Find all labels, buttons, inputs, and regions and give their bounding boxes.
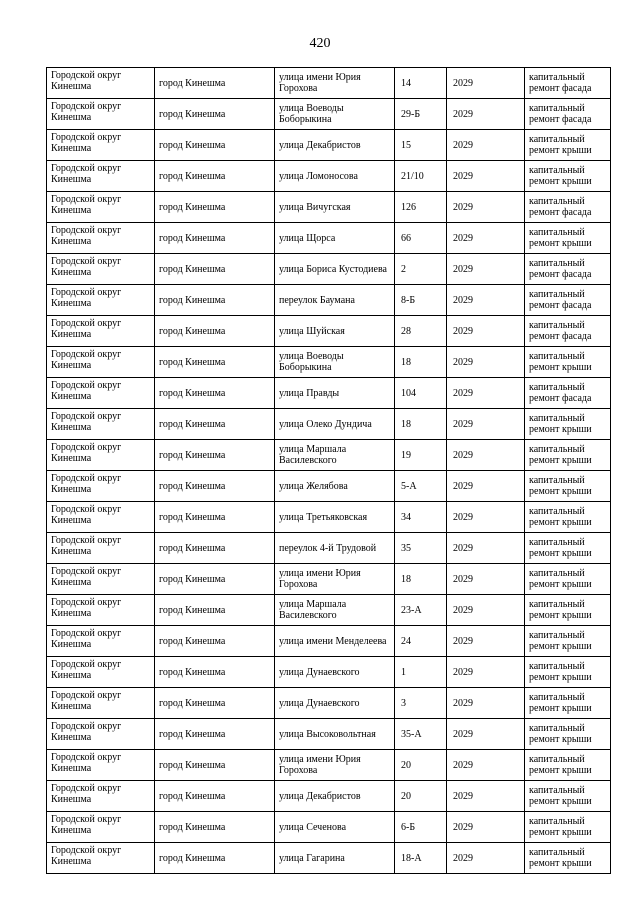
year-cell: 2029 [447, 378, 525, 409]
district-cell: Городской округ Кинешма [47, 657, 155, 688]
table-row [47, 347, 611, 378]
house-number-cell: 19 [395, 440, 447, 471]
house-number-cell: 20 [395, 750, 447, 781]
street-cell: улица Маршала Василевского [275, 440, 395, 471]
locality-cell: город Кинешма [155, 99, 275, 130]
work-type-cell: капитальный ремонт крыши [525, 223, 611, 254]
house-number-cell: 15 [395, 130, 447, 161]
table-row [47, 316, 611, 347]
street-cell: улица Декабристов [275, 130, 395, 161]
street-cell: улица Бориса Кустодиева [275, 254, 395, 285]
district-cell: Городской округ Кинешма [47, 316, 155, 347]
street-cell: улица имени Юрия Горохова [275, 564, 395, 595]
year-cell: 2029 [447, 285, 525, 316]
work-type-cell: капитальный ремонт фасада [525, 316, 611, 347]
year-cell: 2029 [447, 719, 525, 750]
house-number-cell: 29-Б [395, 99, 447, 130]
table-row [47, 564, 611, 595]
table-body [47, 68, 611, 874]
district-cell: Городской округ Кинешма [47, 471, 155, 502]
district-cell: Городской округ Кинешма [47, 750, 155, 781]
house-number-cell: 24 [395, 626, 447, 657]
year-cell: 2029 [447, 130, 525, 161]
street-cell: улица Воеводы Боборыкина [275, 99, 395, 130]
year-cell: 2029 [447, 471, 525, 502]
district-cell: Городской округ Кинешма [47, 409, 155, 440]
house-number-cell: 18-А [395, 843, 447, 874]
year-cell: 2029 [447, 192, 525, 223]
district-cell: Городской округ Кинешма [47, 843, 155, 874]
locality-cell: город Кинешма [155, 223, 275, 254]
year-cell: 2029 [447, 161, 525, 192]
locality-cell: город Кинешма [155, 626, 275, 657]
locality-cell: город Кинешма [155, 285, 275, 316]
street-cell: улица Декабристов [275, 781, 395, 812]
house-number-cell: 34 [395, 502, 447, 533]
work-type-cell: капитальный ремонт крыши [525, 440, 611, 471]
district-cell: Городской округ Кинешма [47, 533, 155, 564]
table-row [47, 781, 611, 812]
house-number-cell: 6-Б [395, 812, 447, 843]
year-cell: 2029 [447, 316, 525, 347]
street-cell: улица Ломоносова [275, 161, 395, 192]
house-number-cell: 2 [395, 254, 447, 285]
house-number-cell: 20 [395, 781, 447, 812]
district-cell: Городской округ Кинешма [47, 223, 155, 254]
year-cell: 2029 [447, 533, 525, 564]
table-row [47, 750, 611, 781]
year-cell: 2029 [447, 781, 525, 812]
work-type-cell: капитальный ремонт крыши [525, 161, 611, 192]
work-type-cell: капитальный ремонт крыши [525, 843, 611, 874]
district-cell: Городской округ Кинешма [47, 440, 155, 471]
locality-cell: город Кинешма [155, 130, 275, 161]
district-cell: Городской округ Кинешма [47, 99, 155, 130]
work-type-cell: капитальный ремонт крыши [525, 719, 611, 750]
table-row [47, 719, 611, 750]
work-type-cell: капитальный ремонт фасада [525, 99, 611, 130]
work-type-cell: капитальный ремонт крыши [525, 812, 611, 843]
table-row [47, 285, 611, 316]
locality-cell: город Кинешма [155, 657, 275, 688]
year-cell: 2029 [447, 99, 525, 130]
house-number-cell: 8-Б [395, 285, 447, 316]
work-type-cell: капитальный ремонт крыши [525, 595, 611, 626]
locality-cell: город Кинешма [155, 564, 275, 595]
table-row [47, 130, 611, 161]
locality-cell: город Кинешма [155, 843, 275, 874]
table-row [47, 533, 611, 564]
table-row [47, 99, 611, 130]
year-cell: 2029 [447, 843, 525, 874]
year-cell: 2029 [447, 626, 525, 657]
work-type-cell: капитальный ремонт крыши [525, 564, 611, 595]
year-cell: 2029 [447, 347, 525, 378]
locality-cell: город Кинешма [155, 533, 275, 564]
street-cell: улица Желябова [275, 471, 395, 502]
work-type-cell: капитальный ремонт крыши [525, 502, 611, 533]
year-cell: 2029 [447, 564, 525, 595]
house-number-cell: 35-А [395, 719, 447, 750]
house-number-cell: 18 [395, 347, 447, 378]
table-row [47, 68, 611, 99]
table-row [47, 626, 611, 657]
district-cell: Городской округ Кинешма [47, 192, 155, 223]
registry-table [46, 67, 611, 874]
table-row [47, 223, 611, 254]
work-type-cell: капитальный ремонт крыши [525, 471, 611, 502]
street-cell: улица Высоковольтная [275, 719, 395, 750]
work-type-cell: капитальный ремонт фасада [525, 192, 611, 223]
locality-cell: город Кинешма [155, 161, 275, 192]
year-cell: 2029 [447, 502, 525, 533]
district-cell: Городской округ Кинешма [47, 719, 155, 750]
table-row [47, 843, 611, 874]
table-row [47, 502, 611, 533]
district-cell: Городской округ Кинешма [47, 812, 155, 843]
work-type-cell: капитальный ремонт крыши [525, 409, 611, 440]
house-number-cell: 14 [395, 68, 447, 99]
page-number: 420 [309, 36, 331, 51]
street-cell: переулок Баумана [275, 285, 395, 316]
locality-cell: город Кинешма [155, 440, 275, 471]
work-type-cell: капитальный ремонт крыши [525, 130, 611, 161]
year-cell: 2029 [447, 440, 525, 471]
house-number-cell: 21/10 [395, 161, 447, 192]
district-cell: Городской округ Кинешма [47, 626, 155, 657]
house-number-cell: 5-А [395, 471, 447, 502]
table-row [47, 409, 611, 440]
work-type-cell: капитальный ремонт крыши [525, 533, 611, 564]
street-cell: улица Третьяковская [275, 502, 395, 533]
year-cell: 2029 [447, 68, 525, 99]
locality-cell: город Кинешма [155, 688, 275, 719]
work-type-cell: капитальный ремонт крыши [525, 688, 611, 719]
house-number-cell: 66 [395, 223, 447, 254]
work-type-cell: капитальный ремонт крыши [525, 750, 611, 781]
house-number-cell: 3 [395, 688, 447, 719]
year-cell: 2029 [447, 688, 525, 719]
district-cell: Городской округ Кинешма [47, 688, 155, 719]
work-type-cell: капитальный ремонт фасада [525, 285, 611, 316]
house-number-cell: 28 [395, 316, 447, 347]
locality-cell: город Кинешма [155, 68, 275, 99]
locality-cell: город Кинешма [155, 750, 275, 781]
locality-cell: город Кинешма [155, 254, 275, 285]
table-row [47, 440, 611, 471]
locality-cell: город Кинешма [155, 347, 275, 378]
street-cell: улица Щорса [275, 223, 395, 254]
table-row [47, 688, 611, 719]
locality-cell: город Кинешма [155, 316, 275, 347]
year-cell: 2029 [447, 595, 525, 626]
street-cell: улица Маршала Василевского [275, 595, 395, 626]
street-cell: улица Дунаевского [275, 657, 395, 688]
table-row [47, 161, 611, 192]
district-cell: Городской округ Кинешма [47, 285, 155, 316]
district-cell: Городской округ Кинешма [47, 502, 155, 533]
year-cell: 2029 [447, 657, 525, 688]
year-cell: 2029 [447, 223, 525, 254]
year-cell: 2029 [447, 254, 525, 285]
year-cell: 2029 [447, 812, 525, 843]
street-cell: улица Правды [275, 378, 395, 409]
work-type-cell: капитальный ремонт крыши [525, 657, 611, 688]
district-cell: Городской округ Кинешма [47, 254, 155, 285]
district-cell: Городской округ Кинешма [47, 68, 155, 99]
street-cell: улица Воеводы Боборыкина [275, 347, 395, 378]
table-row [47, 378, 611, 409]
district-cell: Городской округ Кинешма [47, 378, 155, 409]
street-cell: улица Сеченова [275, 812, 395, 843]
street-cell: улица имени Юрия Горохова [275, 68, 395, 99]
work-type-cell: капитальный ремонт фасада [525, 254, 611, 285]
house-number-cell: 23-А [395, 595, 447, 626]
house-number-cell: 18 [395, 409, 447, 440]
work-type-cell: капитальный ремонт крыши [525, 781, 611, 812]
locality-cell: город Кинешма [155, 471, 275, 502]
work-type-cell: капитальный ремонт фасада [525, 68, 611, 99]
district-cell: Городской округ Кинешма [47, 130, 155, 161]
year-cell: 2029 [447, 750, 525, 781]
work-type-cell: капитальный ремонт крыши [525, 626, 611, 657]
table-row [47, 192, 611, 223]
street-cell: улица Дунаевского [275, 688, 395, 719]
house-number-cell: 18 [395, 564, 447, 595]
table-row [47, 254, 611, 285]
district-cell: Городской округ Кинешма [47, 781, 155, 812]
work-type-cell: капитальный ремонт крыши [525, 347, 611, 378]
locality-cell: город Кинешма [155, 502, 275, 533]
street-cell: улица имени Менделеева [275, 626, 395, 657]
locality-cell: город Кинешма [155, 192, 275, 223]
house-number-cell: 1 [395, 657, 447, 688]
district-cell: Городской округ Кинешма [47, 161, 155, 192]
district-cell: Городской округ Кинешма [47, 564, 155, 595]
house-number-cell: 126 [395, 192, 447, 223]
house-number-cell: 35 [395, 533, 447, 564]
house-number-cell: 104 [395, 378, 447, 409]
street-cell: улица Шуйская [275, 316, 395, 347]
district-cell: Городской округ Кинешма [47, 347, 155, 378]
street-cell: улица Гагарина [275, 843, 395, 874]
locality-cell: город Кинешма [155, 378, 275, 409]
locality-cell: город Кинешма [155, 595, 275, 626]
table-row [47, 595, 611, 626]
table-row [47, 812, 611, 843]
street-cell: улица Олеко Дундича [275, 409, 395, 440]
year-cell: 2029 [447, 409, 525, 440]
district-cell: Городской округ Кинешма [47, 595, 155, 626]
locality-cell: город Кинешма [155, 719, 275, 750]
locality-cell: город Кинешма [155, 812, 275, 843]
street-cell: улица имени Юрия Горохова [275, 750, 395, 781]
locality-cell: город Кинешма [155, 781, 275, 812]
table-row [47, 657, 611, 688]
work-type-cell: капитальный ремонт фасада [525, 378, 611, 409]
street-cell: улица Вичугская [275, 192, 395, 223]
locality-cell: город Кинешма [155, 409, 275, 440]
table-row [47, 471, 611, 502]
street-cell: переулок 4-й Трудовой [275, 533, 395, 564]
